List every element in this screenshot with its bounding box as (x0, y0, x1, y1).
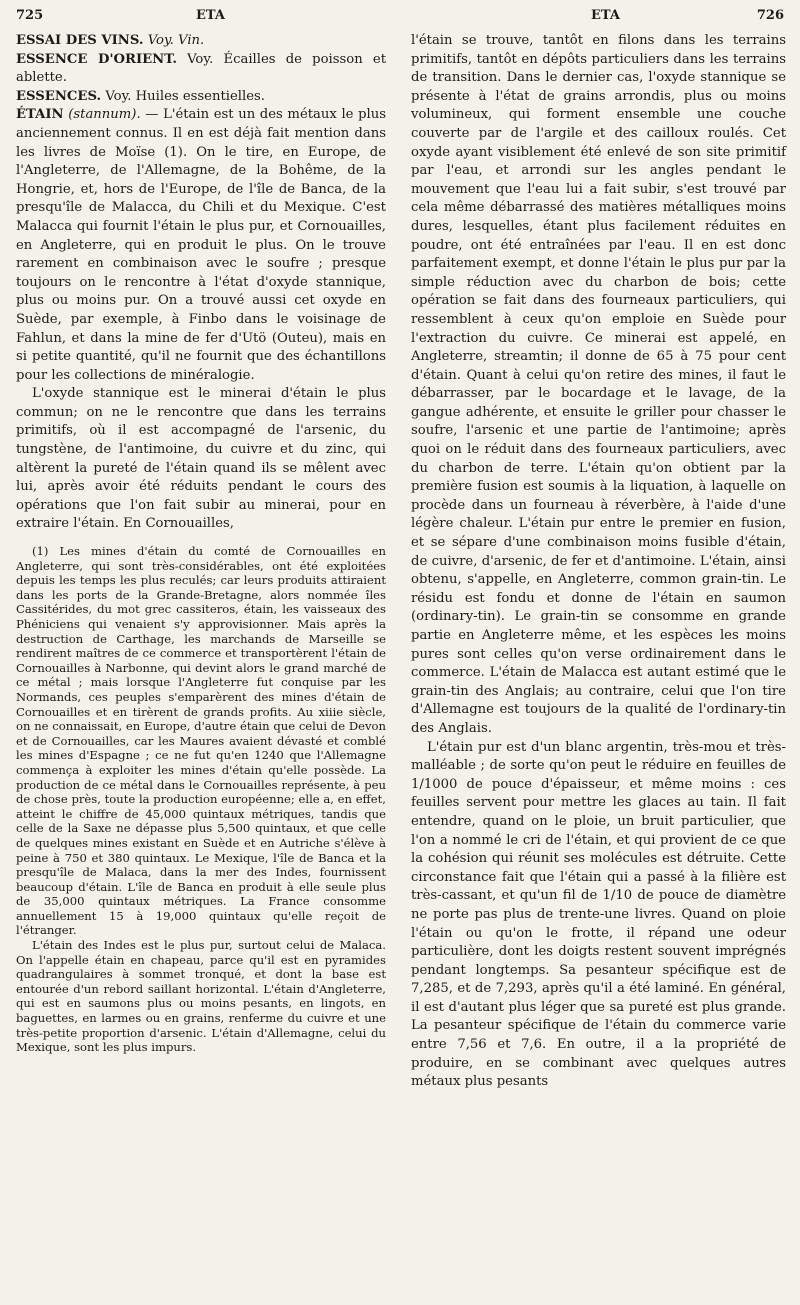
footnote (16, 544, 386, 1055)
entry-essences (16, 88, 386, 107)
headword: ESSAI DES VINS. (16, 33, 144, 48)
latin-name: (stannum). (68, 107, 141, 123)
headword: ESSENCES. (16, 88, 102, 104)
running-head-left: ETA (196, 8, 225, 23)
cross-reference: Voy. Écailles de poisson et ablette. (16, 51, 386, 86)
page-number-right: 726 (756, 8, 784, 23)
headword: ÉTAIN (16, 107, 64, 123)
running-head-right: ETA (591, 8, 620, 23)
entry-essai-des-vins (16, 32, 386, 51)
right-column (411, 32, 786, 1092)
cross-reference: Voy. Vin. (147, 33, 205, 48)
footnote-paragraph: L'étain des Indes est le plus pur, surtout celui de Malaca. On l'appelle étain en chapeau, parce qu'il est en pyramides quadrangulaires à sommet tronqué, et dont la base est entourée d'un rebord saillant horizontal. L'étain d'Angleterre, qui est en saumons plus ou moins pesants, en lingots, en baguettes, en larmes ou en grains, renferme du cuivre et une très-petite proportion d'arsenic. L'étain d'Allemagne, celui du Mexique, sont les plus impurs. (16, 938, 386, 1055)
left-column (16, 32, 386, 1055)
footnote-paragraph: (1) Les mines d'étain du comté de Cornouailles en Angleterre, qui sont très-considérables, ont été exploitées depuis les temps les plus reculés; car leurs produits attiraient dans les ports de la Grande-Bretagne, alors nommée îles Cassitérides, du mot grec cassiteros, étain, les vaisseaux des Phéniciens qui venaient s'y approvisionner. Mais après la destruction de Carthage, les marchands de Marseille se rendirent maîtres de ce commerce et transportèrent l'étain de Cornouailles à Narbonne, qui devint alors le grand marché de ce métal ; mais lorsque l'Angleterre fut conquise par les Normands, ces peuples s'emparèrent des mines d'étain de Cornouailles et en tirèrent de grands profits. Au xiiie siècle, on ne connaissait, en Europe, d'autre étain que celui de Devon et de Cornouailles, car les Maures avaient dévasté et comblé les mines d'Espagne ; ce ne fut qu'en 1240 que l'Allemagne commença à exploiter les mines d'étain qu'elle possède. La production de ce métal dans le Cornouailles représente, à peu de chose près, toute la production européenne; elle a, en effet, atteint le chiffre de 45,000 quintaux métriques, tandis que celle de la Saxe ne dépasse plus 5,500 quintaux, et que celle de quelques mines existant en Suède et en Autriche s'élève à peine à 750 et 380 quintaux. Le Mexique, l'île de Banca et la presqu'île de Malaca, dans la mer des Indes, fournissent beaucoup d'étain. L'île de Banca en produit à elle seule plus de 35,000 quintaux métriques. La France consomme annuellement 15 à 19,000 quintaux qu'elle reçoit de l'étranger. (16, 544, 386, 938)
running-header (16, 8, 784, 30)
headword: ESSENCE D'ORIENT. (16, 51, 177, 67)
cross-reference: Voy. Huiles essentielles. (105, 88, 265, 104)
entry-essence-d-orient (16, 51, 386, 88)
paragraph: — L'étain est un des métaux le plus anciennement connus. Il en est déjà fait mention dans les livres de Moïse (1). On le tire, en Europe, de l'Angleterre, de l'Allemagne, de la Bohême, de la Hongrie, et, hors de l'Europe, de l'île de Banca, de la presqu'île de Malacca, du Chili et du Mexique. C'est Malacca qui fournit l'étain le plus pur, et Cornouailles, en Angleterre, qui en produit le plus. On le trouve rarement en combinaison avec le soufre ; presque toujours on le rencontre à l'état d'oxyde stannique, plus ou moins pur. On a trouvé aussi cet oxyde en Suède, par exemple, à Finbo dans le voisinage de Fahlun, et dans la mine de fer d'Utö (Outeu), mais en si petite quantité, qu'il ne fournit que des échantillons pour les collections de minéralogie. (16, 107, 387, 383)
paragraph: L'étain pur est d'un blanc argentin, très-mou et très-malléable ; de sorte qu'on peut le réduire en feuilles de 1/1000 de pouce d'épaisseur, et même moins : ces feuilles servent pour mettre les glaces au tain. Il fait entendre, quand on le ploie, un bruit particulier, que l'on a nommé le cri de l'étain, et qui provient de ce que la cohésion qui réunit ses molécules est détruite. Cette circonstance fait que l'étain qui a passé à la filière est très-cassant, et qu'un fil de 1/10 de pouce de diamètre ne porte pas plus de trente-une livres. Quand on ploie l'étain ou qu'on le frotte, il répand une odeur particulière, dont les doigts restent souvent imprégnés pendant longtemps. Sa pesanteur spécifique est de 7,285, et de 7,293, après qu'il a été laminé. En général, il est d'autant plus léger que sa pureté est plus grande. La pesanteur spécifique de l'étain du commerce varie entre 7,56 et 7,6. En outre, il a la propriété de produire, en se combinant avec quelques autres métaux plus pesants (411, 739, 786, 1090)
page-number-left: 725 (16, 8, 44, 23)
paragraph: l'étain se trouve, tantôt en filons dans les terrains primitifs, tantôt en dépôts particuliers dans les terrains de transition. Dans le dernier cas, l'oxyde stannique se présente à l'état de grains arrondis, plus ou moins volumineux, qui forment ensemble une couche couverte par de l'argile et des cailloux roulés. Cet oxyde ayant visiblement été enlevé de son site primitif par l'eau, et arrondi sur les angles pendant le mouvement que l'eau lui a fait subir, s'est trouvé par cela même débarrassé des matières métalliques moins dures, lesquelles, étant plus facilement réduites en poudre, ont été entraînées par l'eau. Il en est donc parfaitement exempt, et donne l'étain le plus pur par la simple réduction avec du charbon de bois; cette opération se fait dans des fourneaux particuliers, qui ressemblent à ceux qu'on emploie en Suède pour l'extraction du cuivre. Ce minerai est appelé, en Angleterre, streamtin; il donne de 65 à 75 pour cent d'étain. Quant à celui qu'on retire des mines, il faut le débarrasser, par le bocardage et le lavage, de la gangue adhérente, et ensuite le griller pour chasser le soufre, l'arsenic et une partie de l'antimoine; après quoi on le réduit dans des fourneaux particuliers, avec du charbon de terre. L'étain qu'on obtient par la première fusion est soumis à la liquation, à laquelle on procède dans un fourneau à réverbère, à l'aide d'une légère chaleur. L'étain pur entre le premier en fusion, et se sépare d'une combinaison moins fusible d'étain, de cuivre, d'arsenic, de fer et d'antimoine. L'étain, ainsi obtenu, s'appelle, en Angleterre, common grain-tin. Le résidu est fondu et donne de l'étain en saumon (ordinary-tin). Le grain-tin se consomme en grande partie en Angleterre même, et les espèces les moins pures sont celles qu'on verse ordinairement dans le commerce. L'étain de Malacca est autant estimé que le grain-tin des Anglais; au contraire, celui que l'on tire d'Allemagne est toujours de la qualité de l'ordinary-tin des Anglais. (411, 33, 786, 736)
entry-etain (16, 106, 386, 385)
paragraph: L'oxyde stannique est le minerai d'étain le plus commun; on ne le rencontre que dans les terrains primitifs, où il est accompagné de l'arsenic, du tungstène, de l'antimoine, du cuivre et du zinc, qui altèrent la pureté de l'étain quand ils se mêlent avec lui, après avoir été réduits pendant le cours des opérations que l'on fait subir au minerai, pour en extraire l'étain. En Cornouailles, (16, 386, 386, 532)
